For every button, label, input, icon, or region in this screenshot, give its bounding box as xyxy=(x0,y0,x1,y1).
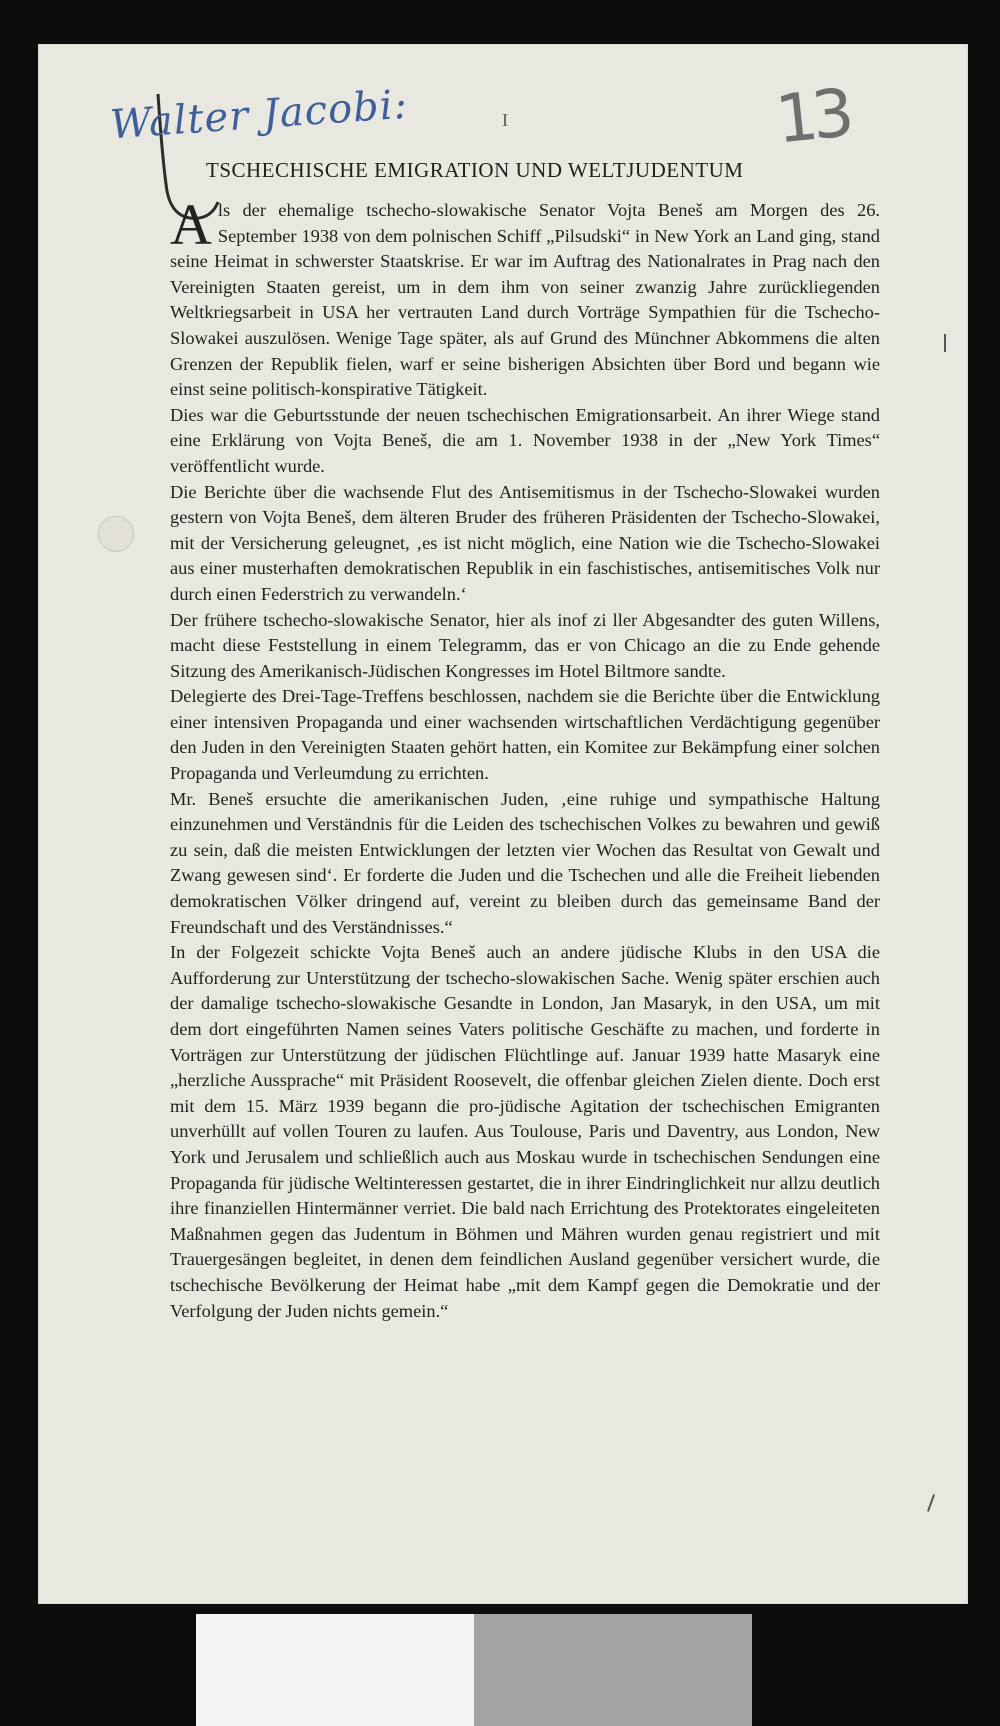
drop-cap: A xyxy=(170,192,212,257)
handwritten-page-number: 13 xyxy=(772,74,852,159)
paragraph-text: ls der ehemalige tschecho-slowakische Senator Vojta Beneš am Morgen des 26. September 1938 von dem polnischen Schiff „Pilsudski“ in New York an Land ging, stand seine Heimat in schwerster Staatskrise. Er war im Auftrag des Nationalrates in Prag nach den Vereinigten Staaten gereist, um in dem ihm von seiner zwanzig Jahre zurückliegenden Weltkriegsarbeit in USA her vertrauten Land durch Vorträge Sympathien für die Tschecho-Slowakei auszulösen. Wenige Tage später, als auf Grund des Münchner Abkommens die alten Grenzen der Republik fielen, warf er seine bisherigen Absichten über Bord und begann wie einst seine politisch-konspirative Tätigkeit. xyxy=(170,200,880,400)
document-body xyxy=(170,192,880,1324)
paragraph xyxy=(170,192,880,403)
document-title: TSCHECHISCHE EMIGRATION UND WELTJUDENTUM xyxy=(206,158,744,182)
paragraph: Mr. Beneš ersuchte die amerikanischen Juden, ‚eine ruhige und sympathische Haltung einzunehmen und Verständnis für die Leiden des tschechischen Volkes zu bewahren und gewiß zu sein, daß die meisten Entwicklungen der letzten vier Wochen das Resultat von Gewalt und Zwang gewesen sind‘. Er forderte die Juden und die Tschechen und alle die Freiheit liebenden demokratischen Völker dringend auf, vereint zu bleiben durch das gemeinsame Band der Freundschaft und des Verständnisses.“ xyxy=(170,788,880,937)
color-swatch-grey xyxy=(474,1614,752,1726)
paragraph: Die Berichte über die wachsende Flut des Antisemitismus in der Tschecho-Slowakei wurden gestern von Vojta Beneš, dem älteren Bruder des früheren Präsidenten der Tschecho-Slowakei, mit der Versicherung geleugnet, ‚es ist nicht möglich, eine Nation wie die Tschecho-Slowakei aus einer musterhaften demokratischen Republik in ein faschistisches, antisemitisches Volk nur durch einen Federstrich zu verwandeln.‘ xyxy=(170,481,880,604)
paragraph: Der frühere tschecho-slowakische Senator, hier als inof zi ller Abgesandter des guten Willens, macht diese Feststellung in einem Telegramm, das er von Chicago an die zu Ende gehende Sitzung des Amerikanisch-Jüdischen Kongresses im Hotel Biltmore sandte. xyxy=(170,609,880,681)
margin-tick-mark xyxy=(944,334,946,352)
paragraph: Dies war die Geburtsstunde der neuen tschechischen Emigrationsarbeit. An ihrer Wiege stand eine Erklärung von Vojta Beneš, die am 1. November 1938 in der „New York Times“ veröffentlicht wurde. xyxy=(170,404,880,476)
color-swatch-white xyxy=(196,1614,474,1726)
punch-hole xyxy=(98,516,134,552)
margin-tick-mark xyxy=(927,1494,935,1512)
document-page xyxy=(38,44,968,1604)
paragraph: In der Folgezeit schickte Vojta Beneš auch an andere jüdische Klubs in den USA die Aufforderung zur Unterstützung der tschecho-slowakischen Sache. Wenig später erschien auch der damalige tschecho-slowakische Gesandte in London, Jan Masaryk, in den USA, um mit dem dort eingeführten Namen seines Vaters politische Geschäfte zu machen, und forderte in Vorträgen zur Unterstützung der jüdischen Flüchtlinge auf. Januar 1939 hatte Masaryk eine „herzliche Aussprache“ mit Präsident Roosevelt, die offenbar gleichen Zielen diente. Doch erst mit dem 15. März 1939 begann die pro-jüdische Agitation der tschechischen Emigranten unverhüllt auf vollen Touren zu laufen. Aus Toulouse, Paris und Daventry, aus London, New York und Jerusalem und schließlich auch aus Moskau wurde in tschechischen Sendungen eine Propaganda für jüdische Weltinteressen gestartet, die in ihrer Eindringlichkeit nur allzu deutlich ihre finanziellen Hintermänner verriet. Die bald nach Errichtung des Protektorates eingeleiteten Maßnahmen gegen das Judentum in Böhmen und Mähren wurden genau registriert und mit Trauergesängen begleitet, in denen dem feindlichen Ausland gegenüber versichert wurde, die tschechische Bevölkerung der Heimat habe „mit dem Kampf gegen die Demokratie und der Verfolgung der Juden nichts gemein.“ xyxy=(170,942,880,1321)
paragraph: Delegierte des Drei-Tage-Treffens beschlossen, nachdem sie die Berichte über die Entwicklung einer intensiven Propaganda und einer wachsenden wirtschaftlichen Verdächtigung gegenüber den Juden in den Vereinigten Staaten gehört hatten, ein Komitee zur Bekämpfung einer solchen Propaganda und Verleumdung zu errichten. xyxy=(170,686,880,784)
page-marker: I xyxy=(502,110,508,130)
handwritten-name: Walter Jacobi: xyxy=(108,81,410,149)
